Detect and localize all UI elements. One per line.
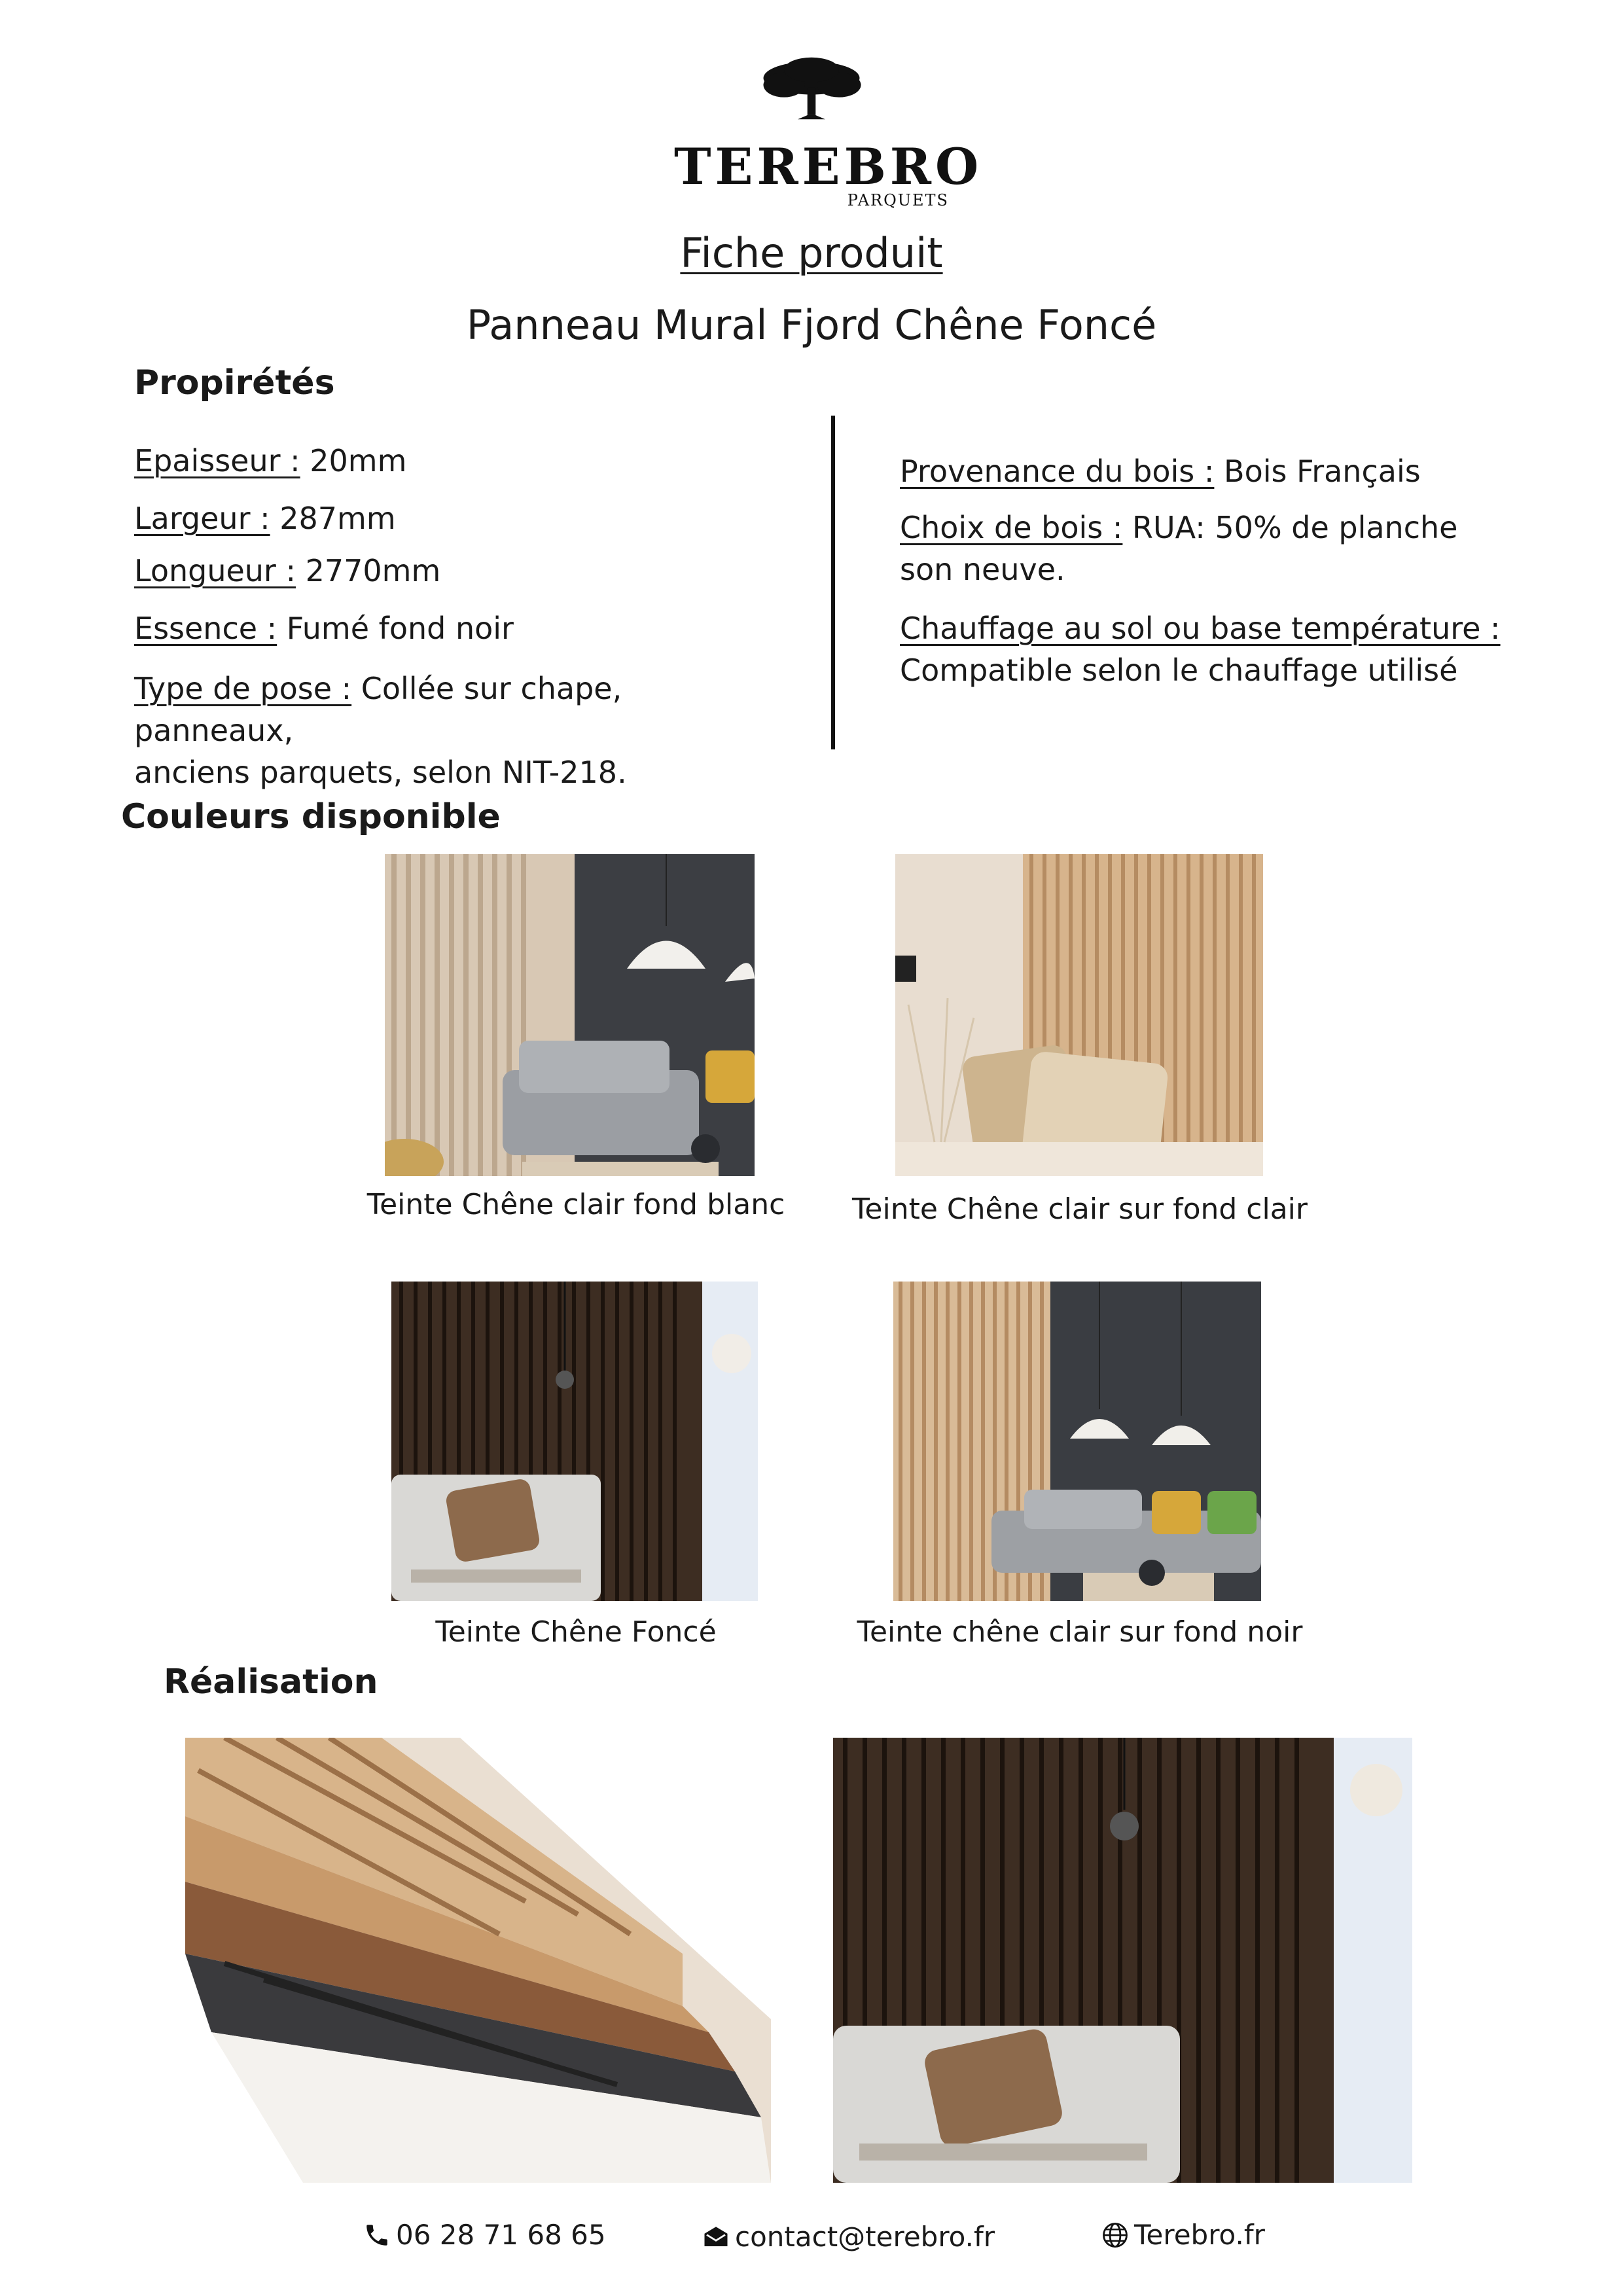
caption-light-oak-light: Teinte Chêne clair sur fond clair: [852, 1193, 1308, 1226]
page-title: Fiche produit: [680, 229, 943, 277]
colors-heading: Couleurs disponible: [121, 797, 501, 836]
properties-heading: Propirétés: [134, 363, 335, 403]
caption-light-oak-black: Teinte chêne clair sur fond noir: [857, 1615, 1303, 1649]
prop-installation: Type de pose : Collée sur chape, panneaux, anciens parquets, selon NIT-218.: [134, 671, 627, 790]
tree-icon: [743, 39, 880, 137]
caption-dark-oak: Teinte Chêne Foncé: [435, 1615, 717, 1649]
phone-number: 06 28 71 68 65: [396, 2219, 606, 2251]
prop-thickness: Epaisseur : 20mm: [134, 443, 407, 478]
email-address: contact@terebro.fr: [735, 2221, 995, 2253]
photo-light-oak-light: [895, 854, 1263, 1176]
column-divider: [831, 416, 835, 749]
footer-email[interactable]: [702, 2221, 995, 2253]
photo-dark-oak-installation: [833, 1738, 1412, 2183]
envelope-icon: [702, 2223, 730, 2251]
website-link: Terebro.fr: [1134, 2219, 1265, 2251]
prop-width: Largeur : 287mm: [134, 501, 396, 536]
prop-origin: Provenance du bois : Bois Français: [900, 454, 1421, 489]
brand-name: TEREBRO: [674, 137, 983, 196]
footer-phone[interactable]: [363, 2219, 606, 2251]
brand-logo: [674, 39, 983, 209]
globe-icon: [1101, 2221, 1129, 2249]
prop-essence: Essence : Fumé fond noir: [134, 611, 514, 646]
photo-dark-oak: [391, 1282, 758, 1601]
prop-underfloor-heating: Chauffage au sol ou base température : Compatible selon le chauffage utilisé: [900, 611, 1501, 688]
footer-website[interactable]: [1101, 2219, 1265, 2251]
caption-light-oak-white: Teinte Chêne clair fond blanc: [366, 1188, 785, 1221]
brand-subtitle: PARQUETS: [847, 191, 949, 209]
prop-wood-choice: Choix de bois : RUA: 50% de planche son neuve.: [900, 510, 1458, 587]
photo-light-oak-black: [893, 1282, 1261, 1601]
realisation-heading: Réalisation: [164, 1662, 378, 1702]
product-name: Panneau Mural Fjord Chêne Foncé: [466, 301, 1157, 349]
prop-length: Longueur : 2770mm: [134, 553, 441, 588]
photo-panel-samples: [185, 1738, 771, 2183]
phone-icon: [363, 2221, 391, 2249]
photo-light-oak-white: [385, 854, 755, 1176]
